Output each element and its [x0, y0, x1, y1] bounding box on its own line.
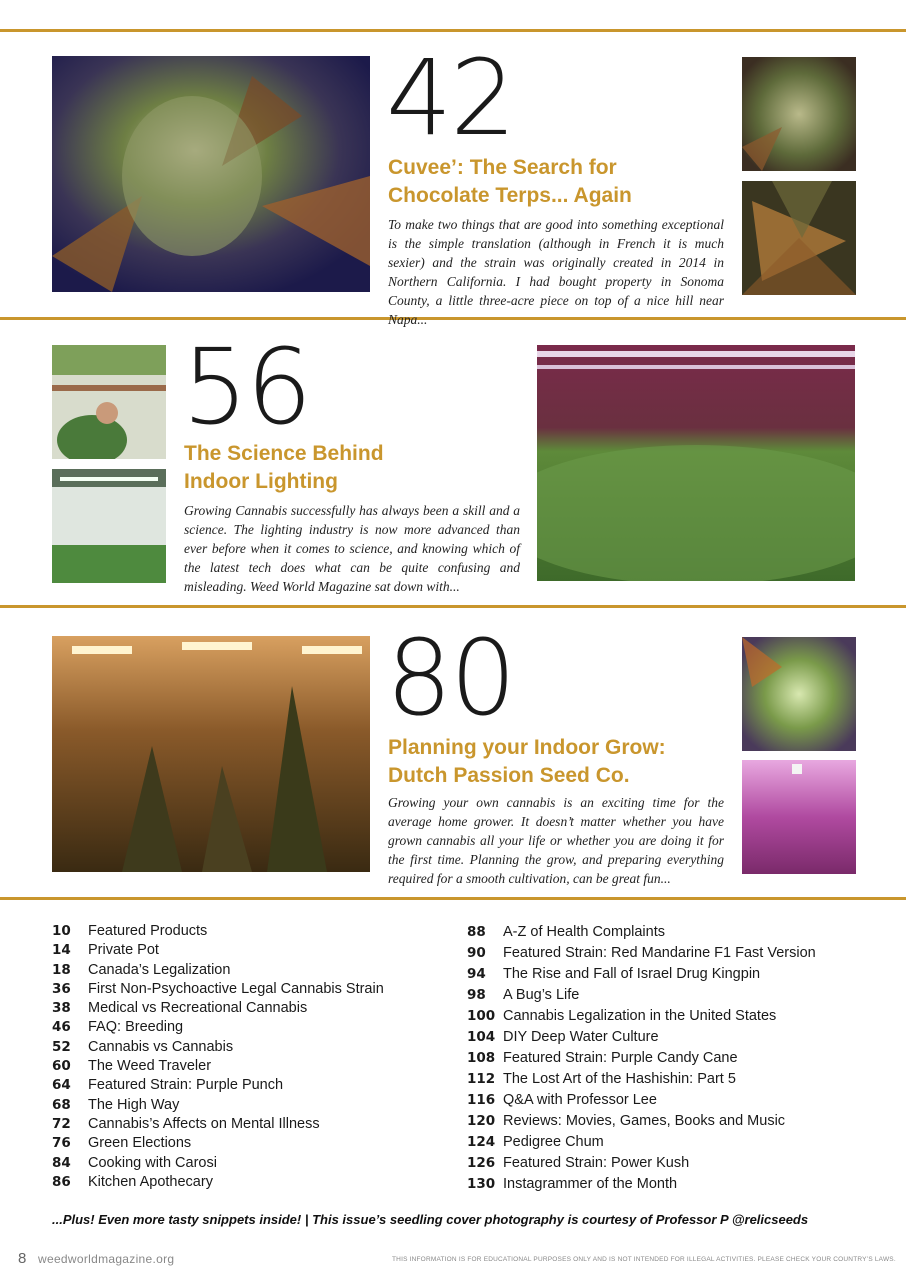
contents-list-right — [467, 922, 816, 1195]
led-grow-room-photo — [537, 345, 855, 581]
purple-grow-photo — [742, 760, 856, 874]
divider-3 — [0, 897, 906, 900]
contents-item[interactable] — [52, 1038, 384, 1057]
contents-list-left — [52, 922, 384, 1192]
contents-title: Private Pot — [88, 942, 159, 959]
contents-title: Featured Strain: Purple Candy Cane — [503, 1050, 738, 1066]
feature-title[interactable] — [388, 734, 728, 790]
feature-deck: Growing Cannabis successfully has always been a skill and a science. The lighting industry is now more advanced than ever before when it comes to science, and knowing which of the latest tech does what can be quite confusing and misleading. Weed World Magazine sat down with... — [184, 503, 520, 594]
site-link[interactable]: weedworldmagazine.org — [38, 1252, 175, 1266]
contents-item[interactable] — [52, 922, 384, 941]
contents-item[interactable] — [467, 1132, 816, 1153]
feature-title[interactable] — [184, 440, 514, 496]
contents-title: Instagrammer of the Month — [503, 1176, 678, 1192]
contents-page-number: 90 — [467, 945, 486, 961]
contents-title: DIY Deep Water Culture — [503, 1029, 659, 1045]
contents-page-number: 60 — [52, 1058, 71, 1075]
contents-item[interactable] — [52, 1057, 384, 1076]
contents-title: Kitchen Apothecary — [88, 1173, 213, 1190]
grow-room-lights-photo — [52, 469, 166, 583]
contents-page-number: 10 — [52, 923, 71, 939]
contents-page-number: 100 — [467, 1008, 496, 1024]
contents-title: A Bug’s Life — [503, 987, 580, 1003]
contents-page-number: 86 — [52, 1173, 71, 1190]
contents-title: Q&A with Professor Lee — [503, 1092, 657, 1108]
contents-page-number: 72 — [52, 1115, 71, 1132]
contents-title: Canada’s Legalization — [88, 961, 231, 978]
contents-item[interactable] — [467, 1048, 816, 1069]
contents-page-number: 14 — [52, 942, 71, 959]
contents-title: Pedigree Chum — [503, 1134, 604, 1150]
contents-item[interactable] — [467, 1006, 816, 1027]
feature-deck: Growing your own cannabis is an exciting time for the average home grower. It doesn’t matter whether you have grown cannabis all your life or whether you are doing it for the first time. Planning the grow, and preparing everything required for a smooth cultivation, can be great fun... — [388, 795, 724, 886]
contents-title: The Rise and Fall of Israel Drug Kingpin — [503, 966, 761, 982]
contents-page-number: 116 — [467, 1092, 496, 1108]
contents-page-number: 68 — [52, 1096, 71, 1113]
flowering-room-photo — [52, 636, 370, 872]
legal-disclaimer: THIS INFORMATION IS FOR EDUCATIONAL PURPOSES ONLY AND IS NOT INTENDED FOR ILLEGAL ACTIVITIES. PLEASE CHECK YOUR COUNTRY’S LAWS. — [392, 1256, 896, 1263]
feature-title[interactable] — [388, 154, 728, 210]
contents-title: The Lost Art of the Hashishin: Part 5 — [503, 1071, 736, 1087]
contents-item[interactable] — [467, 943, 816, 964]
contents-item[interactable] — [52, 999, 384, 1018]
contents-item[interactable] — [52, 1173, 384, 1192]
contents-page-number: 76 — [52, 1135, 71, 1152]
contents-page-number: 38 — [52, 1000, 71, 1017]
contents-title: The Weed Traveler — [88, 1058, 212, 1075]
contents-item[interactable] — [52, 1018, 384, 1037]
contents-page-number: 94 — [467, 966, 486, 982]
contents-title: Featured Products — [88, 923, 208, 939]
contents-page-number: 36 — [52, 980, 71, 997]
feature-title-line2: Indoor Lighting — [184, 470, 338, 493]
contents-page-number: 112 — [467, 1071, 496, 1087]
contents-title: Green Elections — [88, 1135, 192, 1152]
contents-title: Medical vs Recreational Cannabis — [88, 1000, 308, 1017]
contents-item[interactable] — [467, 1069, 816, 1090]
contents-item[interactable] — [467, 1027, 816, 1048]
contents-item[interactable] — [467, 922, 816, 943]
contents-title: Featured Strain: Red Mandarine F1 Fast Version — [503, 945, 816, 961]
contents-page-number: 104 — [467, 1029, 496, 1045]
divider-top — [0, 29, 906, 32]
contents-page-number: 52 — [52, 1038, 71, 1055]
contents-item[interactable] — [52, 941, 384, 960]
frosty-bud-photo — [742, 57, 856, 171]
feature-page-number: 56 — [182, 326, 311, 448]
contents-item[interactable] — [467, 1111, 816, 1132]
contents-page-number: 124 — [467, 1134, 496, 1150]
contents-page-number: 18 — [52, 961, 71, 978]
contents-item[interactable] — [52, 980, 384, 999]
contents-title: Reviews: Movies, Games, Books and Music — [503, 1113, 786, 1129]
purple-bud-photo — [742, 637, 856, 751]
contents-item[interactable] — [52, 1115, 384, 1134]
leaf-closeup-photo — [742, 181, 856, 295]
contents-page-number: 98 — [467, 987, 486, 1003]
contents-page-number: 120 — [467, 1113, 496, 1129]
feature-title-line2: Dutch Passion Seed Co. — [388, 764, 630, 787]
contents-page-number: 126 — [467, 1155, 496, 1171]
contents-title: FAQ: Breeding — [88, 1019, 184, 1036]
grower-greenhouse-photo — [52, 345, 166, 459]
contents-title: The High Way — [88, 1096, 180, 1113]
contents-title: First Non-Psychoactive Legal Cannabis Strain — [88, 980, 384, 997]
contents-item[interactable] — [467, 1153, 816, 1174]
contents-title: Cannabis’s Affects on Mental Illness — [88, 1115, 320, 1132]
feature-title-line1: Cuvee’: The Search for — [388, 156, 617, 179]
contents-title: Cannabis vs Cannabis — [88, 1038, 234, 1055]
contents-item[interactable] — [467, 985, 816, 1006]
page-number: 8 — [18, 1250, 27, 1267]
contents-page-number: 130 — [467, 1176, 496, 1192]
feature-title-line1: The Science Behind — [184, 442, 384, 465]
footer-note: ...Plus! Even more tasty snippets inside! | This issue’s seedling cover photography is courtesy of Professor P @relicseeds — [52, 1212, 809, 1227]
contents-item[interactable] — [52, 1076, 384, 1095]
contents-page-number: 108 — [467, 1050, 496, 1066]
contents-title: A-Z of Health Complaints — [503, 924, 665, 940]
contents-page-number: 46 — [52, 1019, 71, 1036]
cannabis-bud-photo — [52, 56, 370, 292]
contents-page-number: 84 — [52, 1154, 71, 1171]
contents-item[interactable] — [467, 1174, 816, 1195]
contents-title: Featured Strain: Purple Punch — [88, 1077, 284, 1094]
feature-deck: To make two things that are good into something exceptional is the simple translation (although in French it is much sexier) and the strain was originally created in 2014 in Northern California. I had bought property in Sonoma County, a little three-acre piece on top of a nice hill near Napa... — [388, 217, 724, 327]
contents-title: Featured Strain: Power Kush — [503, 1155, 690, 1171]
feature-page-number: 80 — [386, 617, 515, 739]
contents-item[interactable] — [467, 1090, 816, 1111]
contents-item[interactable] — [467, 964, 816, 985]
feature-title-line1: Planning your Indoor Grow: — [388, 736, 666, 759]
contents-page-number: 88 — [467, 924, 486, 940]
feature-title-line2: Chocolate Terps... Again — [388, 184, 632, 207]
contents-item[interactable] — [52, 1154, 384, 1173]
contents-title: Cannabis Legalization in the United States — [503, 1008, 777, 1024]
feature-page-number: 42 — [386, 37, 515, 159]
contents-title: Cooking with Carosi — [88, 1154, 217, 1171]
contents-item[interactable] — [52, 961, 384, 980]
divider-2 — [0, 605, 906, 608]
contents-item[interactable] — [52, 1134, 384, 1153]
contents-page-number: 64 — [52, 1077, 71, 1094]
contents-item[interactable] — [52, 1096, 384, 1115]
